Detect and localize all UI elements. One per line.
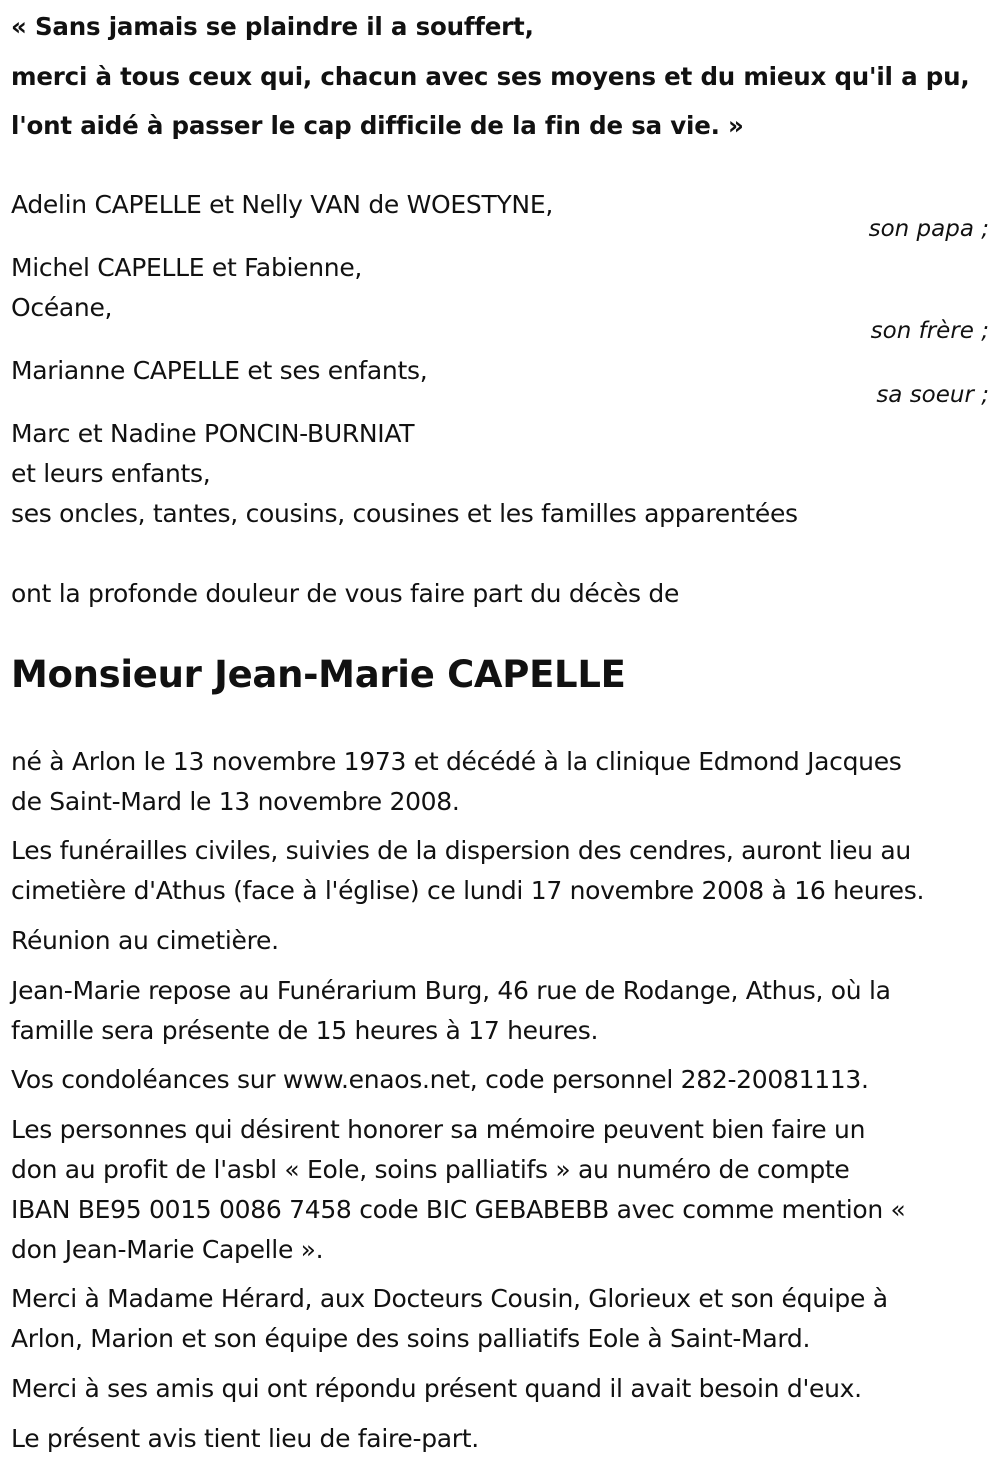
family-other: et leurs enfants, (11, 459, 211, 488)
family-father: Adelin CAPELLE et Nelly VAN de WOESTYNE, (11, 190, 553, 219)
epigraph-line: « Sans jamais se plaindre il a souffert, (11, 12, 534, 41)
funerarium-line: famille sera présente de 15 heures à 17 heures. (11, 1016, 599, 1045)
donation-line: IBAN BE95 0015 0086 7458 code BIC GEBABEBB avec comme mention « (11, 1195, 906, 1224)
family-brother-child: Océane, (11, 293, 113, 322)
donation-line: don Jean-Marie Capelle ». (11, 1235, 324, 1264)
condolences-line: Vos condoléances sur www.enaos.net, code personnel 282-20081113. (11, 1065, 869, 1094)
father-relation: son papa ; (868, 216, 989, 242)
birth-death-line: né à Arlon le 13 novembre 1973 et décédé à la clinique Edmond Jacques (11, 747, 902, 776)
announcement: ont la profonde douleur de vous faire part du décès de (11, 579, 680, 608)
funeral-line: cimetière d'Athus (face à l'église) ce lundi 17 novembre 2008 à 16 heures. (11, 876, 925, 905)
donation-line: don au profit de l'asbl « Eole, soins palliatifs » au numéro de compte (11, 1155, 850, 1184)
donation-line: Les personnes qui désirent honorer sa mémoire peuvent bien faire un (11, 1115, 866, 1144)
family-brother: Michel CAPELLE et Fabienne, (11, 253, 363, 282)
epigraph-line: merci à tous ceux qui, chacun avec ses moyens et du mieux qu'il a pu, (11, 62, 970, 91)
family-other: Marc et Nadine PONCIN-BURNIAT (11, 419, 415, 448)
birth-death-line: de Saint-Mard le 13 novembre 2008. (11, 787, 460, 816)
funerarium-line: Jean-Marie repose au Funérarium Burg, 46 rue de Rodange, Athus, où la (11, 976, 891, 1005)
friends-thanks-line: Merci à ses amis qui ont répondu présent quand il avait besoin d'eux. (11, 1374, 862, 1403)
thanks-line: Merci à Madame Hérard, aux Docteurs Cousin, Glorieux et son équipe à (11, 1284, 888, 1313)
closing-line: Le présent avis tient lieu de faire-part. (11, 1424, 479, 1453)
sister-relation: sa soeur ; (876, 382, 989, 408)
deceased-name: Monsieur Jean-Marie CAPELLE (11, 653, 626, 696)
meeting-line: Réunion au cimetière. (11, 926, 279, 955)
epigraph-line: l'ont aidé à passer le cap difficile de la fin de sa vie. » (11, 111, 744, 140)
brother-relation: son frère ; (870, 318, 989, 344)
family-sister: Marianne CAPELLE et ses enfants, (11, 356, 428, 385)
funeral-line: Les funérailles civiles, suivies de la dispersion des cendres, auront lieu au (11, 836, 911, 865)
family-other: ses oncles, tantes, cousins, cousines et les familles apparentées (11, 499, 798, 528)
thanks-line: Arlon, Marion et son équipe des soins palliatifs Eole à Saint-Mard. (11, 1324, 811, 1353)
